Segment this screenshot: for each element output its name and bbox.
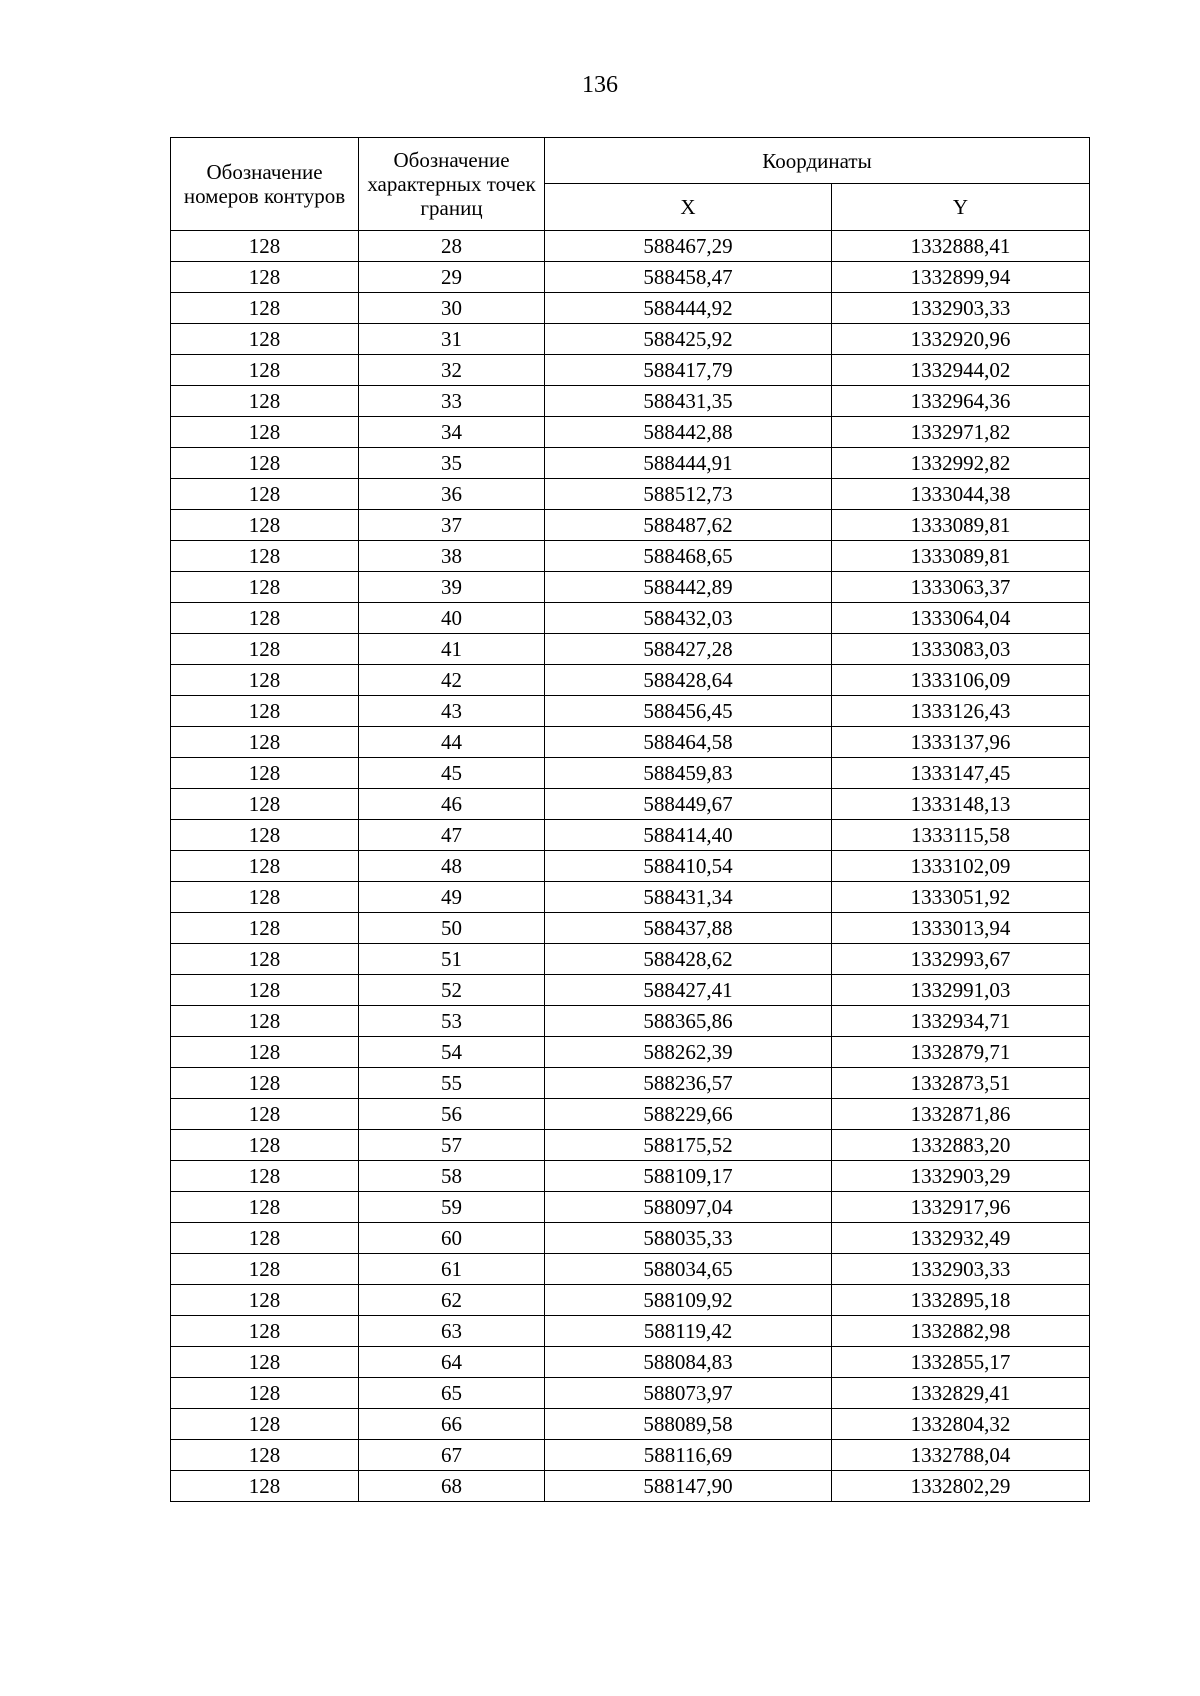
table-row <box>171 1192 1090 1223</box>
cell-x: 588437,88 <box>545 913 832 944</box>
cell-point: 67 <box>359 1440 545 1471</box>
cell-x: 588428,62 <box>545 944 832 975</box>
cell-point: 50 <box>359 913 545 944</box>
cell-point: 46 <box>359 789 545 820</box>
table-row <box>171 789 1090 820</box>
cell-x: 588427,41 <box>545 975 832 1006</box>
cell-y: 1332993,67 <box>832 944 1090 975</box>
cell-y: 1332873,51 <box>832 1068 1090 1099</box>
cell-contour: 128 <box>171 231 359 262</box>
cell-contour: 128 <box>171 479 359 510</box>
table-row <box>171 1347 1090 1378</box>
cell-x: 588089,58 <box>545 1409 832 1440</box>
cell-point: 48 <box>359 851 545 882</box>
cell-x: 588175,52 <box>545 1130 832 1161</box>
cell-point: 45 <box>359 758 545 789</box>
cell-y: 1332971,82 <box>832 417 1090 448</box>
cell-point: 33 <box>359 386 545 417</box>
cell-x: 588444,92 <box>545 293 832 324</box>
cell-y: 1333064,04 <box>832 603 1090 634</box>
cell-x: 588456,45 <box>545 696 832 727</box>
cell-x: 588073,97 <box>545 1378 832 1409</box>
header-contour-numbers: Обозначение номеров контуров <box>171 138 359 231</box>
cell-contour: 128 <box>171 355 359 386</box>
cell-point: 39 <box>359 572 545 603</box>
cell-x: 588442,88 <box>545 417 832 448</box>
cell-contour: 128 <box>171 603 359 634</box>
table-row <box>171 1006 1090 1037</box>
cell-y: 1333106,09 <box>832 665 1090 696</box>
cell-x: 588487,62 <box>545 510 832 541</box>
cell-contour: 128 <box>171 882 359 913</box>
cell-contour: 128 <box>171 1440 359 1471</box>
cell-point: 41 <box>359 634 545 665</box>
cell-point: 28 <box>359 231 545 262</box>
cell-point: 66 <box>359 1409 545 1440</box>
cell-y: 1333148,13 <box>832 789 1090 820</box>
table-row <box>171 448 1090 479</box>
table-row <box>171 1037 1090 1068</box>
cell-y: 1332991,03 <box>832 975 1090 1006</box>
cell-y: 1332879,71 <box>832 1037 1090 1068</box>
cell-point: 55 <box>359 1068 545 1099</box>
table-row <box>171 944 1090 975</box>
table-row <box>171 1409 1090 1440</box>
table-row <box>171 572 1090 603</box>
table-row <box>171 1285 1090 1316</box>
table-row <box>171 634 1090 665</box>
cell-point: 56 <box>359 1099 545 1130</box>
table-row <box>171 1440 1090 1471</box>
cell-contour: 128 <box>171 448 359 479</box>
cell-point: 49 <box>359 882 545 913</box>
cell-y: 1332899,94 <box>832 262 1090 293</box>
cell-y: 1332964,36 <box>832 386 1090 417</box>
cell-y: 1332903,33 <box>832 1254 1090 1285</box>
table-row <box>171 1130 1090 1161</box>
table-row <box>171 1223 1090 1254</box>
cell-y: 1332883,20 <box>832 1130 1090 1161</box>
cell-y: 1332871,86 <box>832 1099 1090 1130</box>
cell-contour: 128 <box>171 1161 359 1192</box>
cell-y: 1332855,17 <box>832 1347 1090 1378</box>
cell-point: 63 <box>359 1316 545 1347</box>
table-row <box>171 479 1090 510</box>
cell-x: 588428,64 <box>545 665 832 696</box>
cell-x: 588467,29 <box>545 231 832 262</box>
cell-point: 30 <box>359 293 545 324</box>
cell-point: 42 <box>359 665 545 696</box>
table-row <box>171 1378 1090 1409</box>
cell-x: 588147,90 <box>545 1471 832 1502</box>
cell-x: 588229,66 <box>545 1099 832 1130</box>
cell-y: 1332802,29 <box>832 1471 1090 1502</box>
table-row <box>171 820 1090 851</box>
cell-y: 1333051,92 <box>832 882 1090 913</box>
cell-contour: 128 <box>171 1254 359 1285</box>
cell-x: 588449,67 <box>545 789 832 820</box>
cell-point: 29 <box>359 262 545 293</box>
cell-contour: 128 <box>171 1347 359 1378</box>
table-row <box>171 324 1090 355</box>
table-row <box>171 355 1090 386</box>
cell-x: 588417,79 <box>545 355 832 386</box>
cell-x: 588459,83 <box>545 758 832 789</box>
cell-contour: 128 <box>171 1192 359 1223</box>
header-coordinates: Координаты <box>545 138 1090 184</box>
cell-contour: 128 <box>171 293 359 324</box>
cell-contour: 128 <box>171 262 359 293</box>
cell-point: 62 <box>359 1285 545 1316</box>
table-row <box>171 417 1090 448</box>
cell-contour: 128 <box>171 1316 359 1347</box>
cell-x: 588512,73 <box>545 479 832 510</box>
cell-y: 1332903,29 <box>832 1161 1090 1192</box>
cell-contour: 128 <box>171 944 359 975</box>
cell-contour: 128 <box>171 1378 359 1409</box>
cell-point: 54 <box>359 1037 545 1068</box>
header-row-top <box>171 138 1090 184</box>
cell-x: 588431,34 <box>545 882 832 913</box>
cell-y: 1333089,81 <box>832 541 1090 572</box>
table-row <box>171 1316 1090 1347</box>
cell-contour: 128 <box>171 541 359 572</box>
cell-contour: 128 <box>171 758 359 789</box>
table-row <box>171 975 1090 1006</box>
table-body <box>171 231 1090 1502</box>
cell-contour: 128 <box>171 634 359 665</box>
cell-x: 588034,65 <box>545 1254 832 1285</box>
cell-x: 588427,28 <box>545 634 832 665</box>
cell-contour: 128 <box>171 1471 359 1502</box>
page-number: 136 <box>582 72 618 98</box>
cell-y: 1333083,03 <box>832 634 1090 665</box>
cell-y: 1333044,38 <box>832 479 1090 510</box>
cell-contour: 128 <box>171 727 359 758</box>
table-row <box>171 262 1090 293</box>
cell-x: 588119,42 <box>545 1316 832 1347</box>
cell-point: 57 <box>359 1130 545 1161</box>
table-row <box>171 851 1090 882</box>
cell-y: 1333013,94 <box>832 913 1090 944</box>
cell-y: 1332882,98 <box>832 1316 1090 1347</box>
cell-point: 43 <box>359 696 545 727</box>
cell-point: 36 <box>359 479 545 510</box>
cell-y: 1333126,43 <box>832 696 1090 727</box>
cell-point: 60 <box>359 1223 545 1254</box>
cell-point: 47 <box>359 820 545 851</box>
cell-y: 1332888,41 <box>832 231 1090 262</box>
cell-contour: 128 <box>171 510 359 541</box>
cell-x: 588432,03 <box>545 603 832 634</box>
cell-y: 1333147,45 <box>832 758 1090 789</box>
cell-y: 1332917,96 <box>832 1192 1090 1223</box>
cell-contour: 128 <box>171 696 359 727</box>
header-boundary-points: Обозначение характерных точек границ <box>359 138 545 231</box>
cell-point: 51 <box>359 944 545 975</box>
cell-point: 59 <box>359 1192 545 1223</box>
cell-contour: 128 <box>171 572 359 603</box>
cell-x: 588444,91 <box>545 448 832 479</box>
cell-x: 588365,86 <box>545 1006 832 1037</box>
cell-y: 1333115,58 <box>832 820 1090 851</box>
cell-y: 1332944,02 <box>832 355 1090 386</box>
cell-y: 1332895,18 <box>832 1285 1090 1316</box>
cell-point: 53 <box>359 1006 545 1037</box>
cell-y: 1333137,96 <box>832 727 1090 758</box>
table-row <box>171 696 1090 727</box>
cell-contour: 128 <box>171 789 359 820</box>
cell-contour: 128 <box>171 975 359 1006</box>
cell-x: 588425,92 <box>545 324 832 355</box>
cell-x: 588236,57 <box>545 1068 832 1099</box>
cell-x: 588458,47 <box>545 262 832 293</box>
cell-contour: 128 <box>171 324 359 355</box>
cell-x: 588097,04 <box>545 1192 832 1223</box>
table-row <box>171 603 1090 634</box>
cell-contour: 128 <box>171 1285 359 1316</box>
table-row <box>171 913 1090 944</box>
cell-y: 1332903,33 <box>832 293 1090 324</box>
cell-y: 1332788,04 <box>832 1440 1090 1471</box>
cell-x: 588035,33 <box>545 1223 832 1254</box>
cell-point: 64 <box>359 1347 545 1378</box>
cell-contour: 128 <box>171 851 359 882</box>
cell-x: 588442,89 <box>545 572 832 603</box>
table-row <box>171 882 1090 913</box>
cell-x: 588084,83 <box>545 1347 832 1378</box>
cell-y: 1332804,32 <box>832 1409 1090 1440</box>
cell-point: 31 <box>359 324 545 355</box>
table-row <box>171 1161 1090 1192</box>
cell-x: 588414,40 <box>545 820 832 851</box>
cell-x: 588468,65 <box>545 541 832 572</box>
cell-y: 1333102,09 <box>832 851 1090 882</box>
cell-x: 588464,58 <box>545 727 832 758</box>
table-row <box>171 510 1090 541</box>
cell-contour: 128 <box>171 1037 359 1068</box>
cell-y: 1333089,81 <box>832 510 1090 541</box>
cell-x: 588262,39 <box>545 1037 832 1068</box>
cell-contour: 128 <box>171 913 359 944</box>
table-row <box>171 1471 1090 1502</box>
cell-point: 58 <box>359 1161 545 1192</box>
cell-y: 1332932,49 <box>832 1223 1090 1254</box>
cell-x: 588431,35 <box>545 386 832 417</box>
table-row <box>171 727 1090 758</box>
cell-point: 68 <box>359 1471 545 1502</box>
cell-x: 588410,54 <box>545 851 832 882</box>
cell-contour: 128 <box>171 386 359 417</box>
cell-contour: 128 <box>171 820 359 851</box>
cell-point: 38 <box>359 541 545 572</box>
table-row <box>171 1099 1090 1130</box>
table-row <box>171 1068 1090 1099</box>
cell-x: 588109,92 <box>545 1285 832 1316</box>
header-x: X <box>545 184 832 231</box>
cell-point: 37 <box>359 510 545 541</box>
cell-x: 588116,69 <box>545 1440 832 1471</box>
cell-point: 61 <box>359 1254 545 1285</box>
table-row <box>171 231 1090 262</box>
header-y: Y <box>832 184 1090 231</box>
cell-point: 35 <box>359 448 545 479</box>
cell-y: 1332992,82 <box>832 448 1090 479</box>
cell-contour: 128 <box>171 1068 359 1099</box>
cell-point: 34 <box>359 417 545 448</box>
cell-contour: 128 <box>171 1099 359 1130</box>
cell-y: 1332920,96 <box>832 324 1090 355</box>
table-row <box>171 541 1090 572</box>
table-row <box>171 386 1090 417</box>
cell-x: 588109,17 <box>545 1161 832 1192</box>
table-header <box>171 138 1090 231</box>
cell-y: 1333063,37 <box>832 572 1090 603</box>
coordinates-table <box>170 137 1090 1502</box>
cell-point: 52 <box>359 975 545 1006</box>
table-row <box>171 758 1090 789</box>
cell-contour: 128 <box>171 1006 359 1037</box>
cell-y: 1332829,41 <box>832 1378 1090 1409</box>
table-row <box>171 293 1090 324</box>
cell-point: 32 <box>359 355 545 386</box>
table-row <box>171 665 1090 696</box>
cell-contour: 128 <box>171 1130 359 1161</box>
cell-contour: 128 <box>171 1409 359 1440</box>
cell-contour: 128 <box>171 665 359 696</box>
cell-point: 44 <box>359 727 545 758</box>
cell-contour: 128 <box>171 417 359 448</box>
cell-point: 65 <box>359 1378 545 1409</box>
cell-y: 1332934,71 <box>832 1006 1090 1037</box>
table-row <box>171 1254 1090 1285</box>
cell-point: 40 <box>359 603 545 634</box>
cell-contour: 128 <box>171 1223 359 1254</box>
